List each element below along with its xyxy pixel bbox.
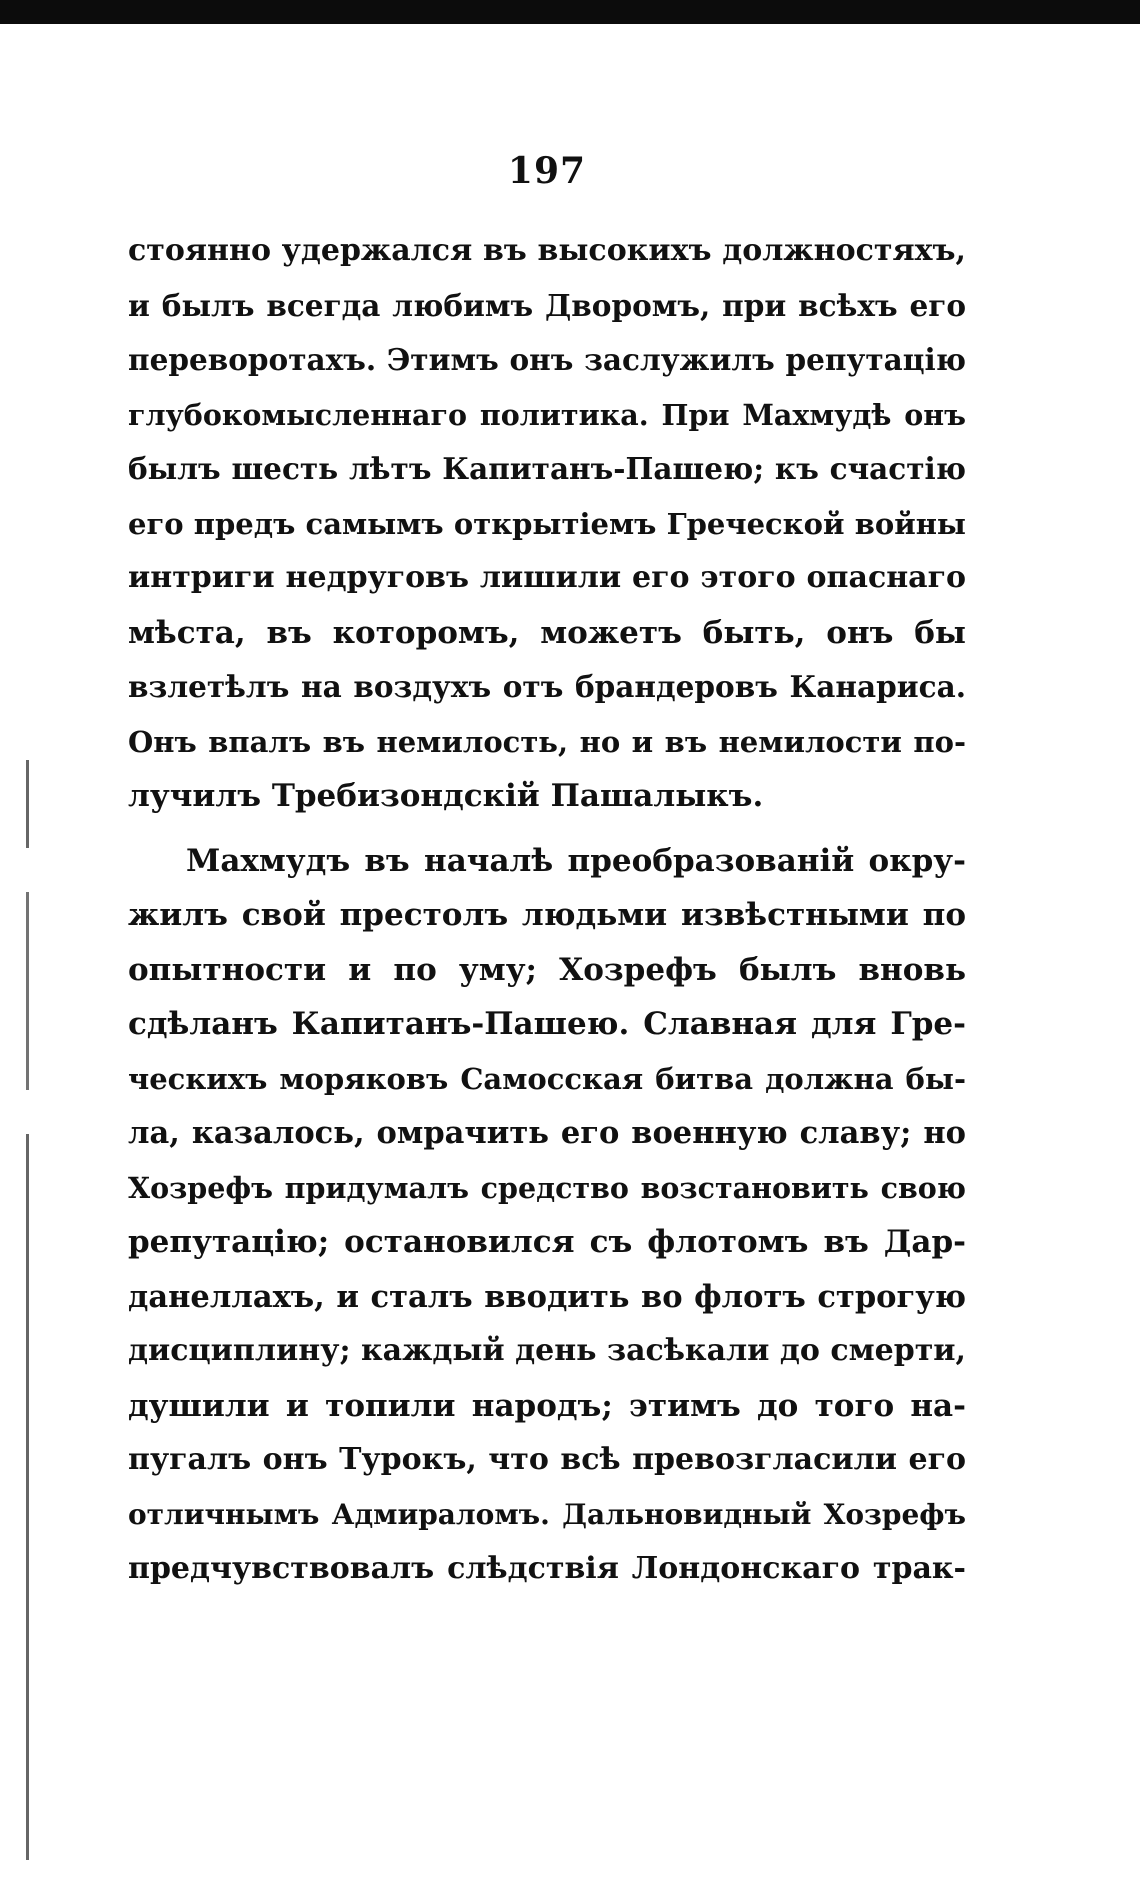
text-line: лучилъ Требизондскій Пашалыкъ. [128, 778, 764, 814]
text-line: душили и топили народъ; этимъ до того на- [128, 1387, 966, 1424]
book-page [128, 150, 966, 1597]
text-line: и былъ всегда любимъ Дворомъ, при всѣхъ его [128, 287, 966, 323]
text-line: глубокомысленнаго политика. При Махмудѣ онъ [128, 397, 966, 432]
scan-binding-edge [26, 760, 29, 1860]
text-line: интриги недруговъ лишили его этого опаснаго [128, 560, 966, 595]
text-line: сдѣланъ Капитанъ-Пашею. Славная для Гре- [128, 1006, 966, 1042]
text-line: мѣста, въ которомъ, можетъ быть, онъ бы [128, 614, 966, 651]
text-line: былъ шесть лѣтъ Капитанъ-Пашею; къ счастію [128, 451, 966, 486]
text-line: репутацію; остановился съ флотомъ въ Дар- [128, 1224, 966, 1260]
paragraph-spacer [128, 824, 966, 834]
page-number: 197 [507, 150, 587, 192]
text-line: ла, казалось, омрачить его военную славу; но [128, 1115, 966, 1151]
text-line: жилъ свой престолъ людьми извѣстными по [128, 897, 966, 933]
text-line: ческихъ моряковъ Самосская битва должна бы- [128, 1061, 966, 1096]
text-line: его предъ самымъ открытіемъ Греческой войны [128, 506, 966, 541]
text-line: Онъ впалъ въ немилость, но и въ немилости по- [128, 724, 966, 759]
text-line: опытности и по уму; Хозрефъ былъ вновь [128, 951, 966, 988]
text-line: Хозрефъ придумалъ средство возстановить свою [128, 1170, 966, 1205]
text-line: предчувствовалъ слѣдствія Лондонскаго трак- [128, 1551, 966, 1586]
text-line: переворотахъ. Этимъ онъ заслужилъ репутацію [128, 342, 966, 377]
text-line: отличнымъ Адмираломъ. Дальновидный Хозрефъ [128, 1497, 966, 1531]
text-line: данеллахъ, и сталъ вводить во флотъ строгую [128, 1278, 966, 1315]
text-line: взлетѣлъ на воздухъ отъ брандеровъ Канариса. [128, 669, 966, 704]
paragraph-2 [128, 834, 966, 1597]
scan-top-border [0, 0, 1140, 24]
text-line: дисциплину; каждый день засѣкали до смерти, [128, 1333, 966, 1368]
paragraph-1 [128, 224, 966, 824]
text-line: стоянно удержался въ высокихъ должностяхъ, [128, 233, 966, 268]
text-line: пугалъ онъ Турокъ, что всѣ превозгласили его [128, 1442, 966, 1477]
text-line: Махмудъ въ началѣ преобразованій окру- [186, 842, 966, 879]
